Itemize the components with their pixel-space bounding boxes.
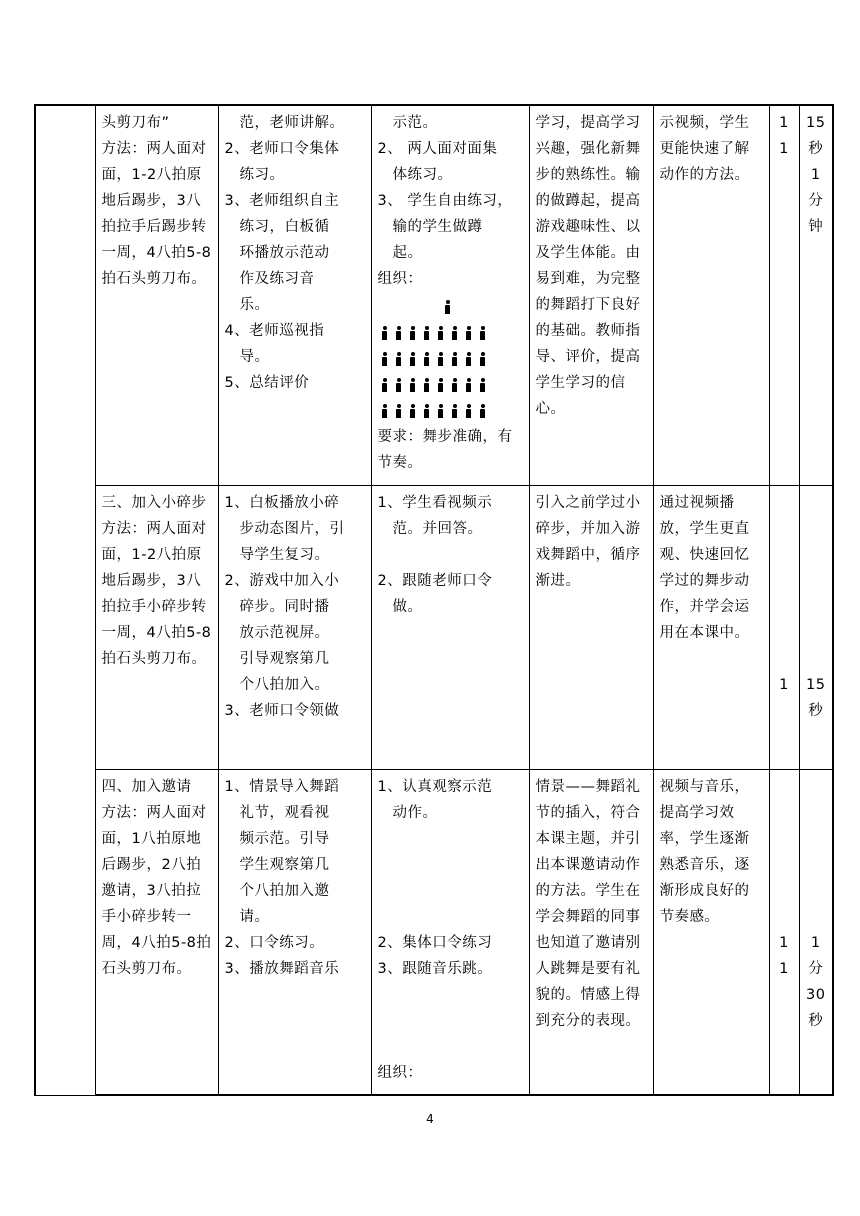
student-figure-icon bbox=[381, 404, 389, 418]
student-figure-icon bbox=[451, 326, 459, 340]
formation-row bbox=[378, 372, 523, 398]
table-row bbox=[35, 769, 833, 1095]
content-text: 头剪刀布” 方法：两人面对面，1-2八拍原地后踢步，3八拍拉手后踢步转一周，4八拍5-8拍石头剪刀布。 bbox=[101, 115, 212, 287]
student-activity-cell bbox=[371, 105, 529, 485]
section-cell bbox=[35, 105, 95, 1095]
student-figure-icon bbox=[437, 404, 445, 418]
student-figure-icon bbox=[409, 326, 417, 340]
requirement-text: 要求：舞步准确，有节奏。 bbox=[377, 429, 513, 471]
media-cell bbox=[653, 769, 769, 1095]
student-figure-icon bbox=[465, 352, 473, 366]
student-activity-text: 1、认真观察示范 动作。 2、集体口令练习 3、跟随音乐跳。 组织： bbox=[377, 778, 493, 1081]
student-figure-icon bbox=[437, 326, 445, 340]
time-text: 15 秒 1 分 钟 bbox=[806, 115, 826, 235]
lesson-plan-table bbox=[34, 104, 834, 1096]
count-text: 1 1 bbox=[779, 115, 789, 157]
time-cell bbox=[799, 769, 833, 1095]
count-cell bbox=[769, 105, 799, 485]
student-figure-icon bbox=[395, 404, 403, 418]
formation-diagram bbox=[378, 292, 523, 424]
student-figure-icon bbox=[395, 352, 403, 366]
student-activity-text: 示范。 2、 两人面对面集 体练习。 3、 学生自由练习， 输的学生做蹲 起。 组织： bbox=[377, 115, 513, 287]
student-figure-icon bbox=[479, 378, 487, 392]
student-figure-icon bbox=[451, 378, 459, 392]
table-row bbox=[35, 105, 833, 485]
student-figure-icon bbox=[395, 326, 403, 340]
media-text: 视频与音乐，提高学习效率，学生逐渐熟悉音乐，逐渐形成良好的节奏感。 bbox=[659, 778, 750, 925]
content-cell bbox=[95, 105, 218, 485]
student-figure-icon bbox=[395, 378, 403, 392]
count-cell bbox=[769, 769, 799, 1095]
student-figure-icon bbox=[465, 404, 473, 418]
media-text: 通过视频播放，学生更直观、快速回忆学过的舞步动作，并学会运用在本课中。 bbox=[659, 494, 750, 641]
intent-text: 引入之前学过小碎步，并加入游戏舞蹈中，循序渐进。 bbox=[535, 494, 641, 589]
student-figure-icon bbox=[381, 326, 389, 340]
student-figure-icon bbox=[423, 352, 431, 366]
teacher-activity-text: 1、白板播放小碎 步动态图片，引 导学生复习。 2、游戏中加入小 碎步。同时播 放示范视屏。 引导观察第几 个八拍加入。 3、老师口令领做 bbox=[224, 494, 345, 719]
count-text: 1 1 bbox=[779, 934, 789, 977]
intent-cell bbox=[529, 769, 653, 1095]
time-text: 1 分 30 秒 bbox=[806, 934, 826, 1029]
student-figure-icon bbox=[381, 378, 389, 392]
page-number: 4 bbox=[426, 1112, 434, 1126]
student-figure-icon bbox=[479, 326, 487, 340]
student-activity-cell bbox=[371, 485, 529, 769]
student-activity-text: 1、学生看视频示 范。并回答。 2、跟随老师口令 做。 bbox=[377, 494, 493, 615]
student-figure-icon bbox=[423, 378, 431, 392]
media-cell bbox=[653, 105, 769, 485]
intent-cell bbox=[529, 105, 653, 485]
count-text: 1 bbox=[779, 676, 789, 693]
time-cell bbox=[799, 105, 833, 485]
teacher-activity-cell bbox=[218, 485, 371, 769]
teacher-activity-text: 范，老师讲解。 2、老师口令集体 练习。 3、老师组织自主 练习，白板循 环播放示范动 作及练习音 乐。 4、老师巡视指 导。 5、总结评价 bbox=[224, 115, 345, 391]
formation-row bbox=[378, 398, 523, 424]
media-cell bbox=[653, 485, 769, 769]
formation-row bbox=[378, 320, 523, 346]
student-figure-icon bbox=[465, 378, 473, 392]
intent-text: 学习，提高学习兴趣，强化新舞步的熟练性。输的做蹲起，提高游戏趣味性、以及学生体能。由易到难，为完整的舞蹈打下良好的基础。教师指导、评价，提高学生学习的信心。 bbox=[535, 115, 641, 417]
student-figure-icon bbox=[479, 352, 487, 366]
student-figure-icon bbox=[437, 352, 445, 366]
content-text: 四、加入邀请 方法：两人面对面，1八拍原地后踢步，2八拍邀请，3八拍拉手小碎步转一周，4八拍5-8拍石头剪刀布。 bbox=[101, 778, 212, 977]
student-figure-icon bbox=[451, 352, 459, 366]
student-figure-icon bbox=[409, 404, 417, 418]
content-cell bbox=[95, 769, 218, 1095]
intent-text: 情景——舞蹈礼节的插入，符合本课主题，并引出本课邀请动作的方法。学生在学会舞蹈的同事也知道了邀请别人跳舞是要有礼貌的。情感上得到充分的表现。 bbox=[535, 778, 641, 1029]
student-figure-icon bbox=[423, 404, 431, 418]
content-cell bbox=[95, 485, 218, 769]
student-figure-icon bbox=[451, 404, 459, 418]
count-cell bbox=[769, 485, 799, 769]
teacher-figure-icon bbox=[444, 300, 452, 314]
student-activity-cell bbox=[371, 769, 529, 1095]
time-cell bbox=[799, 485, 833, 769]
teacher-activity-text: 1、情景导入舞蹈 礼节，观看视 频示范。引导 学生观察第几 个八拍加入邀 请。 2、口令练习。 3、播放舞蹈音乐 bbox=[224, 778, 340, 977]
content-text: 三、加入小碎步 方法：两人面对面，1-2八拍原地后踢步，3八拍拉手小碎步转一周，4八拍5-8拍石头剪刀布。 bbox=[101, 494, 212, 667]
student-figure-icon bbox=[479, 404, 487, 418]
student-figure-icon bbox=[381, 352, 389, 366]
student-figure-icon bbox=[409, 352, 417, 366]
table-row bbox=[35, 485, 833, 769]
student-figure-icon bbox=[437, 378, 445, 392]
time-text: 15 秒 bbox=[806, 676, 826, 719]
intent-cell bbox=[529, 485, 653, 769]
media-text: 示视频，学生更能快速了解动作的方法。 bbox=[659, 115, 750, 183]
formation-row bbox=[378, 346, 523, 372]
student-figure-icon bbox=[409, 378, 417, 392]
teacher-activity-cell bbox=[218, 105, 371, 485]
student-figure-icon bbox=[465, 326, 473, 340]
student-figure-icon bbox=[423, 326, 431, 340]
teacher-activity-cell bbox=[218, 769, 371, 1095]
